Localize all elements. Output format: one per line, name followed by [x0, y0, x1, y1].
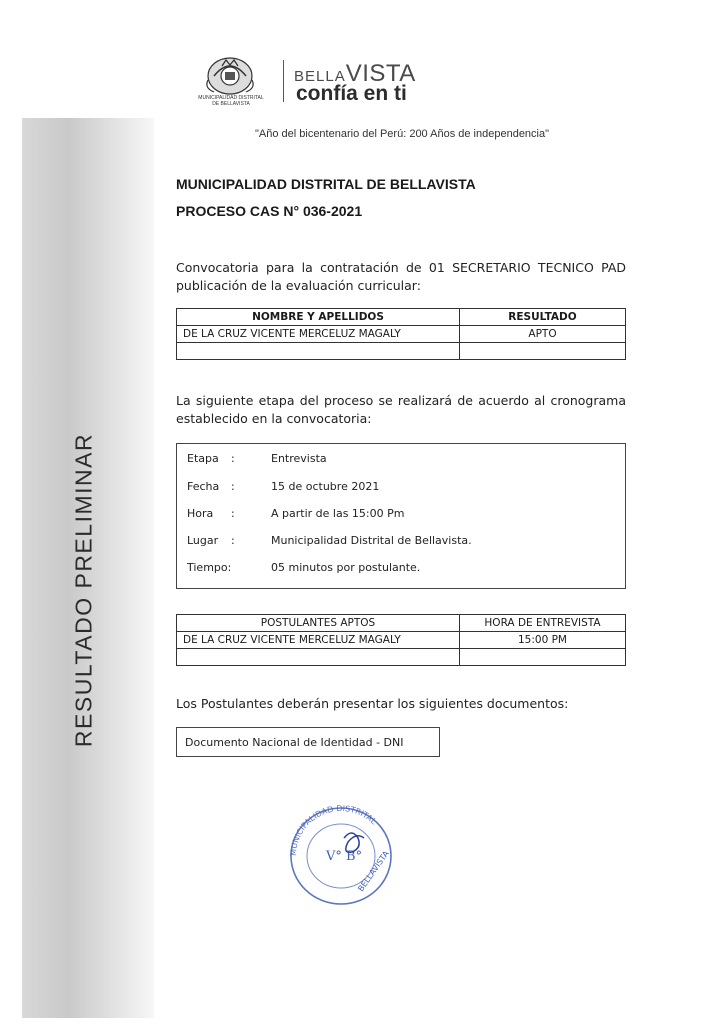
year-motto: "Año del bicentenario del Perú: 200 Años de independencia" [254, 128, 550, 140]
svg-text:MUNICIPALIDAD DISTRITAL: MUNICIPALIDAD DISTRITAL [288, 803, 379, 857]
process-title: PROCESO CAS N° 036-2021 [176, 203, 363, 219]
next-stage-paragraph: La siguiente etapa del proceso se realizará de acuerdo al cronograma establecido en la convocatoria: [176, 393, 626, 426]
svg-text:V° B°: V° B° [326, 849, 363, 864]
cell-name: DE LA CRUZ VICENTE MERCELUZ MAGALY [177, 326, 460, 343]
official-stamp-icon [282, 800, 400, 908]
schedule-label: Tiempo: [187, 561, 232, 574]
table-row [177, 343, 626, 360]
table-row [177, 632, 626, 649]
brand-main: VISTA [345, 60, 416, 87]
schedule-label: Fecha [187, 480, 220, 493]
col-header-time: HORA DE ENTREVISTA [460, 615, 626, 632]
cell-result [460, 343, 626, 360]
schedule-label: Hora [187, 507, 214, 520]
schedule-value: 15 de octubre 2021 [271, 480, 380, 493]
col-header-result: RESULTADO [460, 309, 626, 326]
logo-divider [283, 60, 284, 102]
interview-table [176, 614, 626, 666]
emblem-caption: MUNICIPALIDAD DISTRITAL DE BELLAVISTA [198, 95, 264, 107]
intro-paragraph: Convocatoria para la contratación de 01 SECRETARIO TECNICO PAD publicación de la evaluación curricular: [176, 260, 626, 293]
table-header-row [177, 309, 626, 326]
institution-title: MUNICIPALIDAD DISTRITAL DE BELLAVISTA [176, 176, 476, 192]
schedule-row [187, 561, 420, 574]
schedule-colon: : [231, 480, 235, 493]
schedule-label: Lugar [187, 534, 219, 547]
sidebar-label: RESULTADO PRELIMINAR [70, 432, 97, 748]
schedule-label: Etapa [187, 452, 219, 465]
schedule-colon: : [231, 507, 235, 520]
results-table [176, 308, 626, 360]
schedule-value: Entrevista [271, 452, 327, 465]
svg-text:BELLAVISTA: BELLAVISTA [356, 849, 391, 894]
schedule-value: A partir de las 15:00 Pm [271, 507, 405, 520]
col-header-name: NOMBRE Y APELLIDOS [177, 309, 460, 326]
table-header-row [177, 615, 626, 632]
cell-name [177, 343, 460, 360]
document-item: Documento Nacional de Identidad - DNI [176, 727, 440, 757]
schedule-row [187, 452, 327, 465]
schedule-colon: : [231, 534, 235, 547]
schedule-colon: : [231, 452, 235, 465]
cell-time: 15:00 PM [460, 632, 626, 649]
brand-slogan: confía en ti [296, 82, 407, 105]
schedule-row [187, 534, 472, 547]
col-header-applicants: POSTULANTES APTOS [177, 615, 460, 632]
documents-intro: Los Postulantes deberán presentar los siguientes documentos: [176, 696, 569, 711]
schedule-row [187, 507, 404, 520]
schedule-value: 05 minutos por postulante. [271, 561, 421, 574]
cell-applicant: DE LA CRUZ VICENTE MERCELUZ MAGALY [177, 632, 460, 649]
brand-prefix: BELLA [294, 68, 346, 85]
schedule-row [187, 480, 379, 493]
schedule-box [176, 443, 626, 589]
cell-result: APTO [460, 326, 626, 343]
schedule-value: Municipalidad Distrital de Bellavista. [271, 534, 472, 547]
table-row [177, 326, 626, 343]
cell-applicant [177, 649, 460, 666]
cell-time [460, 649, 626, 666]
table-row [177, 649, 626, 666]
